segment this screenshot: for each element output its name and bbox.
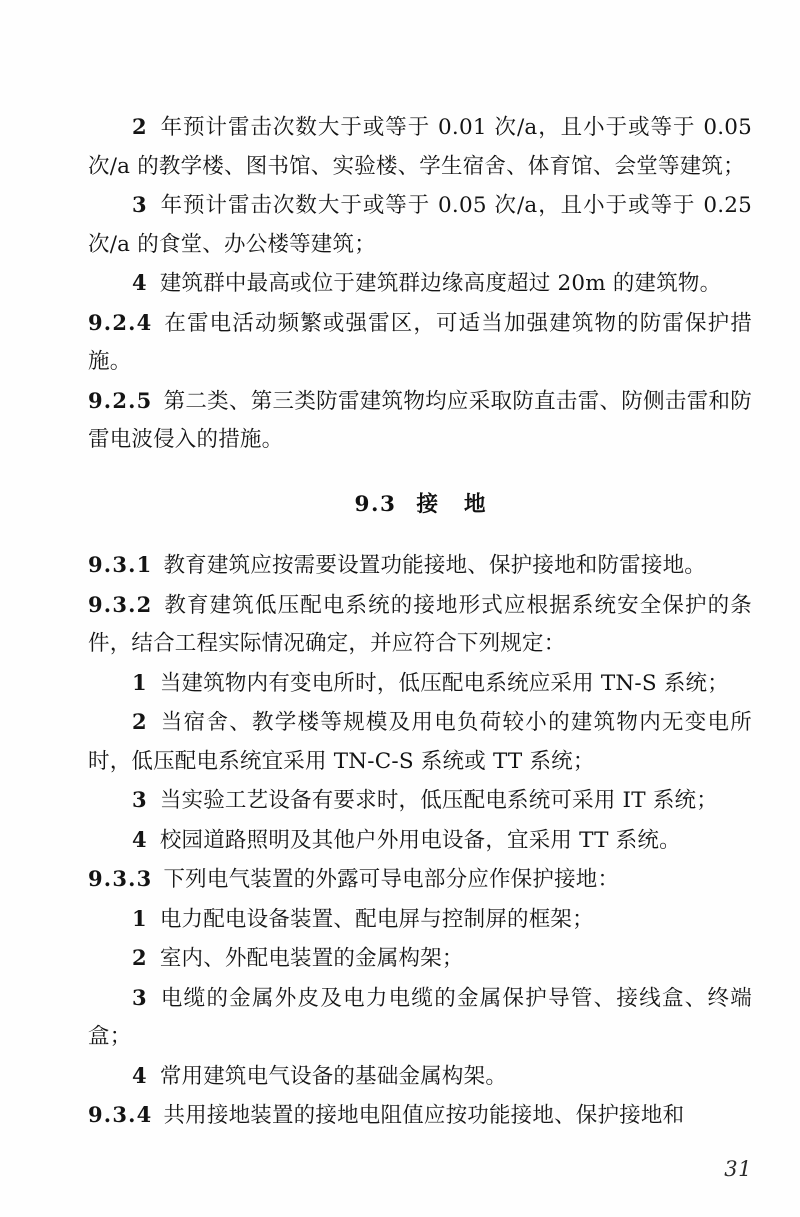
list-item-text: 当实验工艺设备有要求时，低压配电系统可采用 IT 系统； xyxy=(159,788,718,813)
section-heading xyxy=(88,486,752,525)
list-item-text: 室内、外配电装置的金属构架； xyxy=(159,946,464,971)
list-marker: 4 xyxy=(132,1062,147,1088)
clause-number: 9.3.1 xyxy=(88,552,153,577)
clause-text: 第二类、第三类防雷建筑物均应采取防直击雷、防侧击雷和防雷电波侵入的措施。 xyxy=(88,388,752,452)
list-item-text: 常用建筑电气设备的基础金属构架。 xyxy=(159,1063,508,1089)
list-marker: 4 xyxy=(132,270,147,295)
list-marker: 1 xyxy=(132,669,147,695)
clause-paragraph xyxy=(88,1096,752,1136)
list-item xyxy=(88,781,752,821)
list-marker: 3 xyxy=(132,787,147,812)
clause-number: 9.3.2 xyxy=(88,591,153,617)
list-item xyxy=(88,186,752,264)
list-item-text: 年预计雷击次数大于或等于 0.01 次/a，且小于或等于 0.05 次/a 的教学楼、图书馆、实验楼、学生宿舍、体育馆、会堂等建筑； xyxy=(88,115,752,179)
list-marker: 2 xyxy=(132,945,147,970)
list-item-text: 电力配电设备装置、配电屏与控制屏的框架； xyxy=(159,906,594,932)
list-marker: 2 xyxy=(132,709,147,734)
clause-paragraph xyxy=(88,860,752,900)
list-marker: 2 xyxy=(132,114,147,139)
list-item xyxy=(88,821,752,861)
list-marker: 3 xyxy=(132,192,147,217)
clause-text: 共用接地装置的接地电阻值应按功能接地、保护接地和 xyxy=(163,1103,685,1128)
list-marker: 3 xyxy=(132,984,147,1010)
list-item-text: 年预计雷击次数大于或等于 0.05 次/a，且小于或等于 0.25 次/a 的食堂、办公楼等建筑； xyxy=(88,193,752,257)
clause-text: 在雷电活动频繁或强雷区，可适当加强建筑物的防雷保护措施。 xyxy=(88,310,752,374)
clause-paragraph xyxy=(88,546,752,586)
list-item xyxy=(88,979,752,1057)
clause-number: 9.2.4 xyxy=(88,309,153,335)
list-marker: 4 xyxy=(132,826,147,852)
list-item xyxy=(88,900,752,940)
page-number: 31 xyxy=(724,1157,752,1181)
clause-number: 9.3.4 xyxy=(88,1102,153,1127)
list-item xyxy=(88,664,752,704)
clause-text: 教育建筑应按需要设置功能接地、保护接地和防雷接地。 xyxy=(163,553,706,578)
list-item xyxy=(88,108,752,186)
clause-text: 下列电气装置的外露可导电部分应作保护接地： xyxy=(163,867,620,892)
list-item xyxy=(88,939,752,979)
clause-paragraph xyxy=(88,382,752,460)
section-heading-title: 接地 xyxy=(416,491,512,517)
list-marker: 1 xyxy=(132,905,147,931)
list-item xyxy=(88,703,752,781)
clause-number: 9.2.5 xyxy=(88,387,153,413)
clause-paragraph xyxy=(88,304,752,382)
list-item xyxy=(88,264,752,304)
list-item xyxy=(88,1057,752,1097)
clause-paragraph xyxy=(88,586,752,664)
list-item-text: 当建筑物内有变电所时，低压配电系统应采用 TN-S 系统； xyxy=(159,670,729,696)
list-item-text: 建筑群中最高或位于建筑群边缘高度超过 20m 的建筑物。 xyxy=(159,271,722,296)
list-item-text: 当宿舍、教学楼等规模及用电负荷较小的建筑物内无变电所时，低压配电系统宜采用 TN-C-S 系统或 TT 系统； xyxy=(88,710,752,774)
section-heading-number: 9.3 xyxy=(354,491,397,517)
list-item-text: 电缆的金属外皮及电力电缆的金属保护导管、接线盒、终端盒； xyxy=(88,985,752,1049)
list-item-text: 校园道路照明及其他户外用电设备，宜采用 TT 系统。 xyxy=(159,827,681,853)
clause-text: 教育建筑低压配电系统的接地形式应根据系统安全保护的条件，结合工程实际情况确定，并应符合下列规定： xyxy=(88,592,752,656)
page-body xyxy=(88,108,752,1136)
clause-number: 9.3.3 xyxy=(88,866,153,891)
